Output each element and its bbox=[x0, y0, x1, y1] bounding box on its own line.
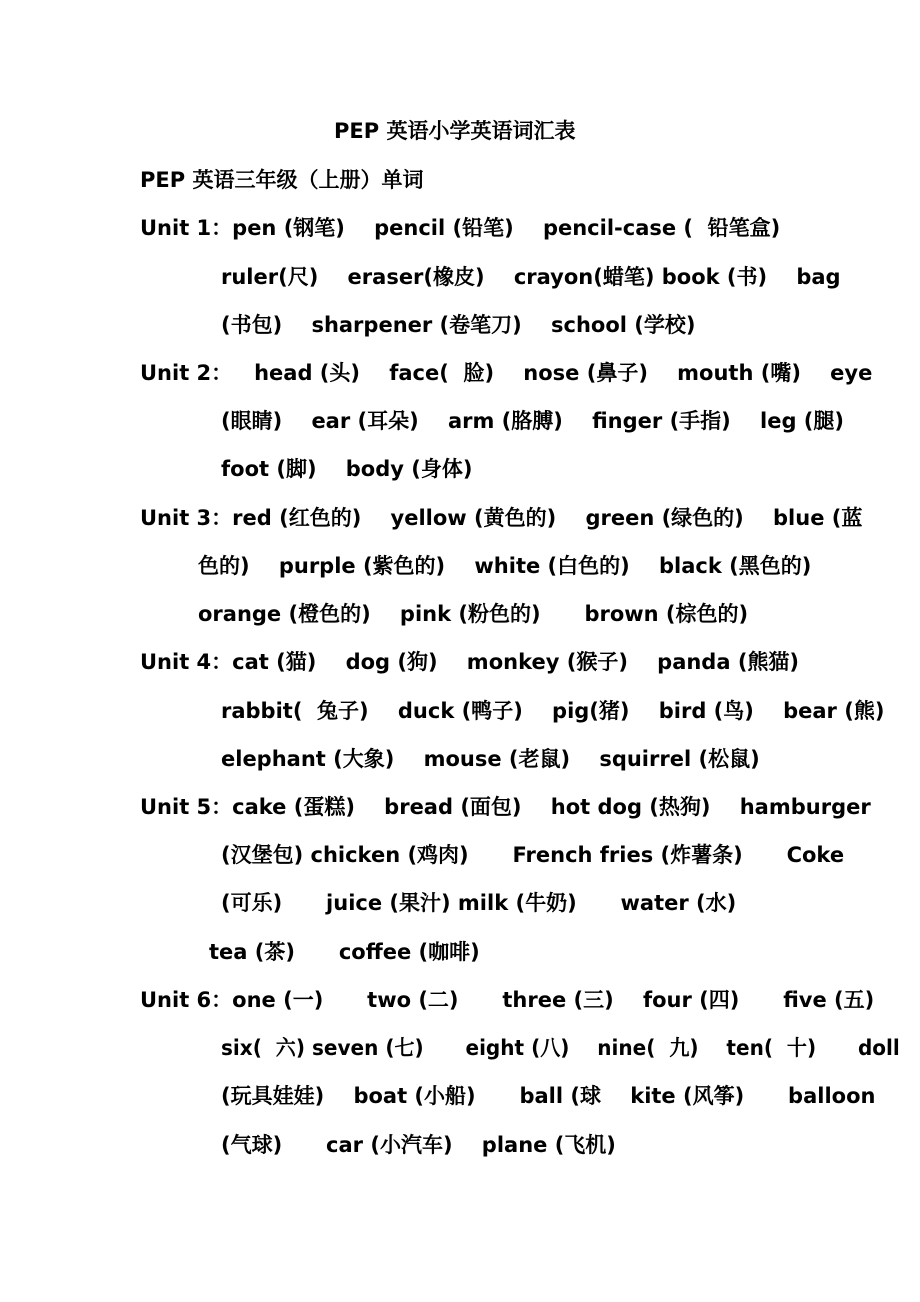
unit-1-line-3: (书包) sharpener (卷笔刀) school (学校) bbox=[221, 313, 696, 337]
unit-3-line-3: orange (橙色的) pink (粉色的) brown (棕色的) bbox=[198, 602, 749, 626]
unit-6-line-1: Unit 6：one (一) two (二) three (三) four (四) five (五) bbox=[140, 988, 875, 1012]
unit-4-line-2: rabbit( 兔子) duck (鸭子) pig(猪) bird (鸟) bear (熊) bbox=[221, 699, 885, 723]
unit-6-line-3: (玩具娃娃) boat (小船) ball (球 kite (风筝) balloon bbox=[221, 1084, 876, 1108]
unit-1-line-2: ruler(尺) eraser(橡皮) crayon(蜡笔) book (书) bag bbox=[221, 265, 841, 289]
unit-3-line-1: Unit 3：red (红色的) yellow (黄色的) green (绿色的) blue (蓝 bbox=[140, 506, 863, 530]
page-title: PEP 英语小学英语词汇表 bbox=[334, 119, 576, 143]
unit-1-line-1: Unit 1：pen (钢笔) pencil (铅笔) pencil-case ( 铅笔盒) bbox=[140, 216, 781, 240]
unit-2-line-3: foot (脚) body (身体) bbox=[221, 457, 473, 481]
grade-heading: PEP 英语三年级（上册）单词 bbox=[140, 168, 424, 192]
unit-5-line-3: (可乐) juice (果汁) milk (牛奶) water (水) bbox=[221, 891, 737, 915]
unit-5-line-2: (汉堡包) chicken (鸡肉) French fries (炸薯条) Coke bbox=[221, 843, 845, 867]
unit-4-line-3: elephant (大象) mouse (老鼠) squirrel (松鼠) bbox=[221, 747, 760, 771]
unit-2-line-2: (眼睛) ear (耳朵) arm (胳膊) finger (手指) leg (腿) bbox=[221, 409, 844, 433]
unit-3-line-2: 色的) purple (紫色的) white (白色的) black (黑色的) bbox=[198, 554, 812, 578]
unit-5-line-4: tea (茶) coffee (咖啡) bbox=[209, 940, 480, 964]
unit-6-line-2: six( 六) seven (七) eight (八) nine( 九) ten( 十) doll bbox=[221, 1036, 900, 1060]
unit-6-line-4: (气球) car (小汽车) plane (飞机) bbox=[221, 1133, 616, 1157]
unit-2-line-1: Unit 2： head (头) face( 脸) nose (鼻子) mouth (嘴) eye bbox=[140, 361, 873, 385]
unit-5-line-1: Unit 5：cake (蛋糕) bread (面包) hot dog (热狗) hamburger bbox=[140, 795, 871, 819]
unit-4-line-1: Unit 4：cat (猫) dog (狗) monkey (猴子) panda (熊猫) bbox=[140, 650, 800, 674]
